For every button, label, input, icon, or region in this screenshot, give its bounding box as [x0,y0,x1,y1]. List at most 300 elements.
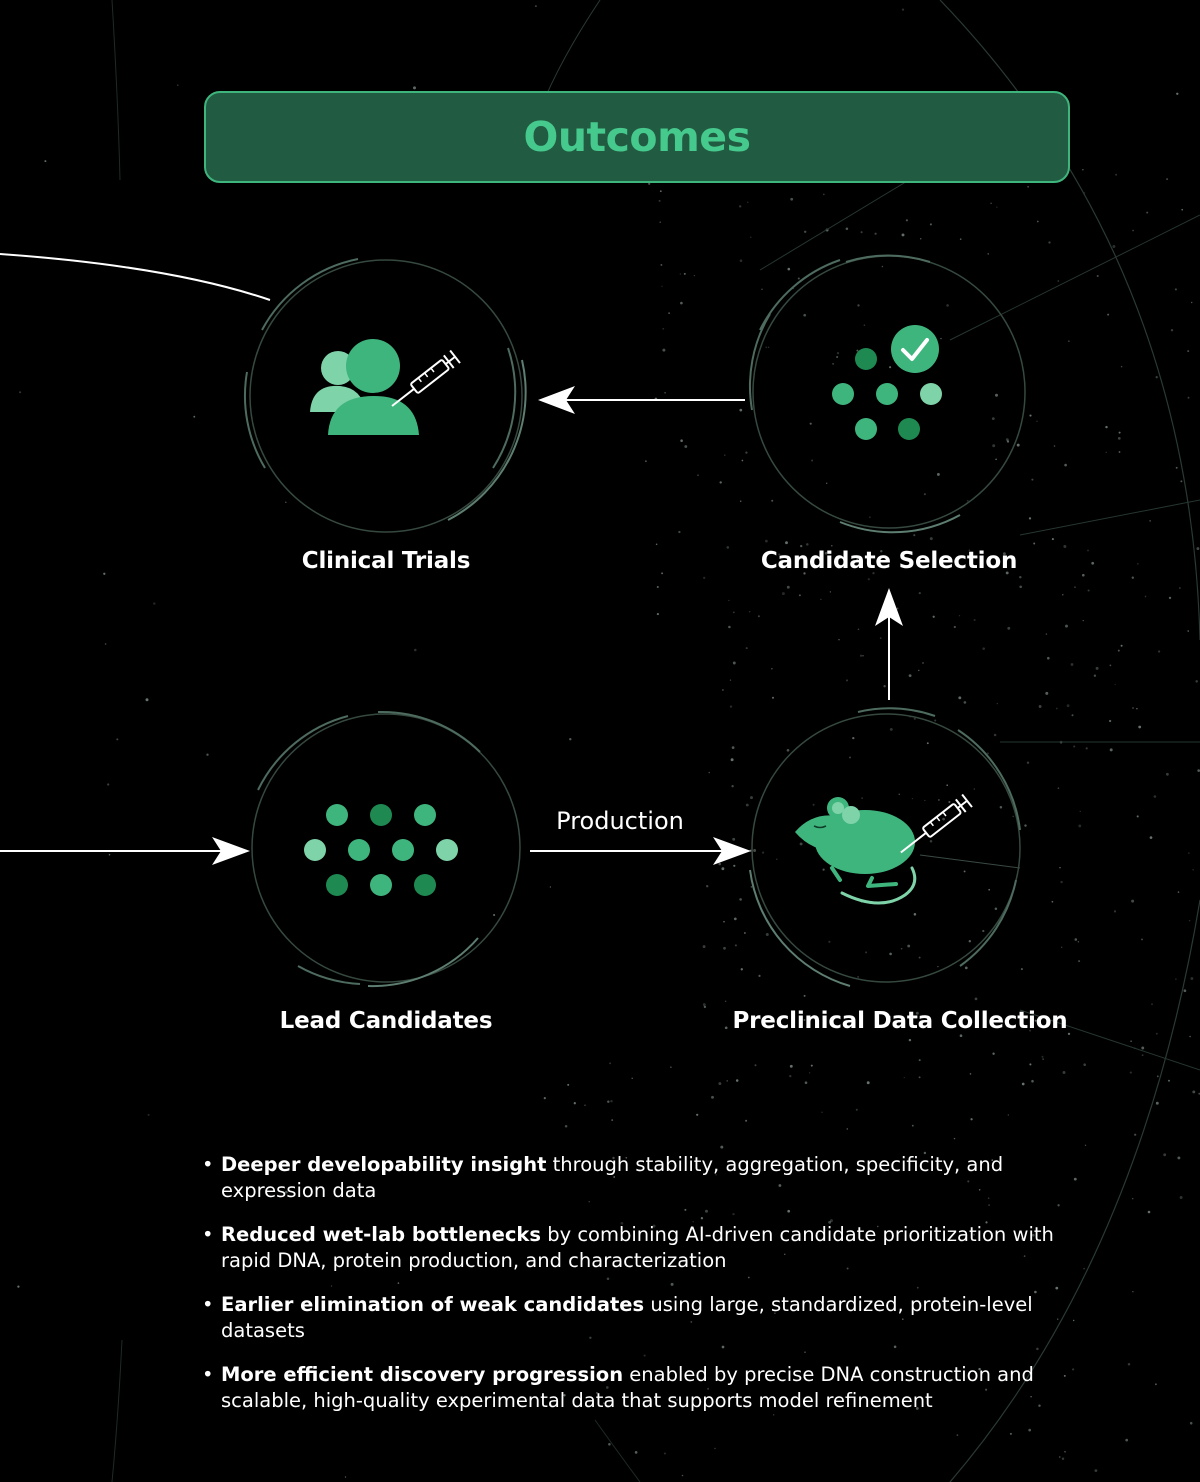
star-dot [856,1109,858,1111]
star-dot [584,1104,585,1105]
star-dot [982,930,984,932]
star-dot [987,253,988,254]
star-dot [1188,397,1190,399]
star-dot [924,800,925,801]
star-dot [607,1100,609,1102]
star-dot [703,1003,706,1006]
star-dot [1062,1457,1064,1459]
star-dot [996,206,997,207]
star-dot [965,967,968,970]
star-dot [750,796,753,799]
star-dot [930,223,932,225]
star-dot [1058,787,1060,789]
star-dot [1137,563,1138,564]
star-dot [1063,1071,1066,1074]
star-dot [967,500,969,502]
star-dot [809,1072,810,1073]
background-arc [112,0,120,180]
star-dot [830,591,831,592]
star-dot [995,394,998,397]
star-dot [934,719,936,721]
star-dot [727,546,730,549]
star-dot [724,454,725,455]
star-dot [846,227,849,230]
star-dot [995,908,998,911]
star-dot [930,537,933,540]
star-dot [909,674,912,677]
outcome-text: using large, standardized, protein-level datasets [221,1293,1033,1342]
arrow-candidate-to-clinical [538,386,745,414]
star-dot [954,1138,955,1139]
star-dot [813,804,815,806]
star-dot [1177,1156,1180,1159]
star-dot [670,1066,672,1068]
star-dot [1112,245,1115,248]
star-dot [725,1001,727,1003]
star-dot [718,863,721,866]
star-dot [785,541,788,544]
star-dot [832,363,834,365]
star-dot [1180,1196,1183,1199]
star-dot [766,933,769,936]
star-dot [1064,1451,1066,1453]
incoming-connector [0,254,270,300]
lead-candidates-ring [252,712,520,986]
star-dot [1007,627,1010,630]
star-dot [912,1125,914,1127]
star-dot [1151,1003,1153,1005]
star-dot [19,391,21,393]
star-dot [105,643,107,645]
star-dot [567,1084,569,1086]
outcome-heading: Deeper developability insight [221,1153,547,1176]
star-dot [1168,1080,1170,1082]
star-dot [1192,869,1193,870]
star-dot [1059,867,1060,868]
star-dot [1022,1083,1025,1086]
star-dot [1071,663,1074,666]
star-dot [1021,968,1023,970]
star-dot [1176,93,1178,95]
star-dot [804,231,806,233]
star-dot [680,273,681,274]
star-dot [660,264,662,266]
star-dot [1149,520,1150,521]
star-dot [662,328,664,330]
star-dot [725,1026,728,1029]
star-dot [1039,705,1042,708]
star-dot [696,1114,698,1116]
star-dot [1078,941,1080,943]
star-dot [914,913,917,916]
star-dot [285,501,287,503]
clinical-trials-ring [245,259,526,532]
star-dot [959,615,960,616]
star-dot [758,975,760,977]
star-dot [1086,747,1088,749]
star-dot [153,602,155,604]
star-dot [974,619,976,621]
outcome-heading: More efficient discovery progression [221,1363,624,1386]
star-dot [937,473,940,476]
star-dot [731,785,733,787]
star-dot [898,793,900,795]
star-dot [820,599,821,600]
list-item [202,1292,1102,1344]
mouse-syringe-icon [795,794,972,903]
outcomes-list [202,1152,1102,1432]
star-dot [946,304,949,307]
star-dot [803,314,806,317]
star-dot [940,338,941,339]
star-dot [852,737,854,739]
star-dot [927,742,929,744]
star-dot [1146,212,1148,214]
star-dot [728,600,729,601]
star-dot [1136,708,1137,709]
star-dot [787,749,790,752]
star-dot [1083,1063,1086,1066]
star-dot [919,957,921,959]
star-dot [103,573,105,575]
star-dot [768,347,769,348]
star-dot [1062,594,1063,595]
outcome-text: through stability, aggregation, specificity, and expression data [221,1153,1004,1202]
star-dot [1072,714,1074,716]
star-dot [680,439,683,442]
star-dot [645,460,647,462]
star-dot [867,1081,870,1084]
star-dot [609,1062,611,1064]
star-dot [1033,543,1035,545]
star-dot [1083,620,1084,621]
star-dot [1156,1033,1158,1035]
star-dot [718,1082,721,1085]
star-dot [1008,1114,1009,1115]
star-dot [1155,1383,1157,1385]
star-dot [703,577,705,579]
star-dot [1134,1134,1136,1136]
star-dot [709,772,710,773]
star-dot [1190,977,1193,980]
star-dot [982,647,985,650]
star-dot [734,918,737,921]
star-dot [193,416,195,418]
star-dot [948,801,950,803]
star-dot [988,889,990,891]
star-dot [1171,329,1173,331]
star-dot [902,8,904,10]
star-dot [762,851,764,853]
star-dot [771,500,773,502]
star-dot [662,349,665,352]
star-dot [631,1078,632,1079]
star-dot [146,698,149,701]
star-dot [918,670,919,671]
star-dot [1114,684,1115,685]
star-dot [954,626,956,628]
star-dot [1189,920,1191,922]
star-dot [635,1451,638,1454]
star-dot [1042,1056,1044,1058]
star-dot [1064,464,1067,467]
star-dot [1179,587,1181,589]
star-dot [1037,221,1039,223]
star-dot [1148,1211,1151,1214]
star-dot [1017,444,1020,447]
star-dot [1132,1291,1133,1292]
star-dot [746,804,749,807]
star-dot [535,5,537,7]
star-dot [740,500,741,501]
star-dot [994,734,997,737]
star-dot [731,758,734,761]
star-dot [1059,1456,1061,1458]
star-dot [919,592,921,594]
star-dot [765,540,768,543]
clinical-trials-label: Clinical Trials [301,548,471,574]
star-dot [922,662,923,663]
star-dot [657,613,659,615]
star-dot [1163,1153,1166,1156]
star-dot [1175,288,1177,290]
star-dot [937,966,938,967]
star-dot [974,788,975,789]
star-dot [1082,169,1083,170]
star-dot [1157,1075,1159,1077]
star-dot [849,757,851,759]
star-dot [811,1065,813,1067]
outcome-text: by combining AI-driven candidate prioritization with rapid DNA, protein production, and characterization [221,1223,1054,1272]
star-dot [992,444,995,447]
star-dot [960,238,962,240]
star-dot [800,545,802,547]
star-dot [1052,901,1054,903]
star-dot [919,1076,921,1078]
star-dot [569,738,571,740]
star-dot [883,685,885,687]
star-dot [732,746,735,749]
star-dot [880,637,882,639]
people-syringe-icon [310,339,460,435]
star-dot [659,200,661,202]
star-dot [787,586,790,589]
star-dot [1094,675,1096,677]
star-dot [924,493,926,495]
star-dot [1119,432,1121,434]
star-dot [1000,806,1003,809]
star-dot [992,1053,994,1055]
star-dot [1029,517,1031,519]
star-dot [1036,421,1037,422]
star-dot [1166,773,1169,776]
star-dot [745,451,747,453]
star-dot [1065,625,1068,628]
star-dot [1012,816,1014,818]
star-dot [856,350,858,352]
star-dot [831,545,832,546]
star-dot [1188,852,1189,853]
star-dot [656,544,658,546]
star-dot [1181,209,1183,211]
star-dot [970,1118,972,1120]
star-dot [697,474,699,476]
star-dot [1169,597,1171,599]
star-dot [733,611,735,613]
star-dot [1187,350,1189,352]
star-dot [957,1434,959,1436]
star-dot [740,259,743,262]
star-dot [1080,811,1081,812]
star-dot [837,352,839,354]
star-dot [1107,314,1109,316]
star-dot [1121,366,1123,368]
star-dot [730,679,731,680]
star-dot [964,870,966,872]
star-dot [574,1102,576,1104]
star-dot [860,655,862,657]
star-dot [739,409,742,412]
star-dot [806,543,809,546]
outcome-heading: Reduced wet-lab bottlenecks [221,1223,542,1246]
star-dot [1110,665,1112,667]
star-dot [735,944,737,946]
star-dot [907,945,910,948]
star-dot [661,286,662,287]
star-dot [865,951,867,953]
list-item [202,1152,1102,1204]
star-dot [1191,302,1192,303]
arrow-into-lead [0,837,250,865]
star-dot [1128,1363,1131,1366]
star-dot [864,324,866,326]
star-dot [1042,1058,1043,1059]
star-dot [1156,376,1158,378]
star-dot [828,941,830,943]
star-dot [1075,938,1078,941]
star-dot [823,194,825,196]
star-dot [823,869,825,871]
star-dot [1110,748,1113,751]
star-dot [664,392,666,394]
lead-candidates-label: Lead Candidates [279,1008,493,1034]
star-dot [1121,645,1123,647]
star-dot [682,1475,684,1477]
star-dot [789,1075,791,1077]
star-dot [846,679,848,681]
star-dot [862,655,864,657]
star-dot [805,1081,808,1084]
star-dot [414,649,417,652]
star-dot [1118,650,1120,652]
star-dot [148,1114,150,1116]
star-dot [1006,438,1009,441]
star-dot [739,898,742,901]
star-dot [714,1448,715,1449]
star-dot [902,233,905,236]
star-dot [799,594,801,596]
star-dot [544,1097,546,1099]
star-dot [755,1064,757,1066]
star-dot [747,202,748,203]
star-dot [1156,1102,1159,1105]
star-dot [664,1452,666,1454]
star-dot [919,1059,921,1061]
star-dot [750,237,751,238]
star-dot [678,531,680,533]
star-dot [1178,891,1180,893]
star-dot [861,231,863,233]
star-dot [565,1125,568,1128]
star-dot [1024,824,1026,826]
star-dot [1027,761,1029,763]
star-dot [1184,989,1187,992]
star-dot [1061,947,1062,948]
star-dot [933,616,935,618]
star-dot [857,976,859,978]
star-dot [1088,589,1090,591]
star-dot [1132,707,1134,709]
star-dot [1031,479,1033,481]
page-title: Outcomes [523,113,751,161]
star-dot [741,968,743,970]
star-dot [1106,452,1107,453]
star-dot [1073,745,1075,747]
star-dot [721,867,724,870]
star-dot [660,222,661,223]
star-dot [1138,726,1141,729]
star-dot [1095,1469,1098,1472]
candidate-selection-label: Candidate Selection [760,548,1018,574]
outcomes-banner [204,91,1070,183]
star-dot [1109,720,1111,722]
star-dot [1154,795,1157,798]
star-dot [745,1120,747,1122]
star-dot [1029,1063,1031,1065]
star-dot [970,1073,972,1075]
star-dot [1063,545,1066,548]
star-dot [1082,574,1085,577]
star-dot [736,1079,739,1082]
star-dot [869,516,870,517]
star-dot [1056,708,1058,710]
star-dot [942,818,945,821]
background-line [950,215,1200,340]
star-dot [761,289,762,290]
star-dot [610,1100,612,1102]
star-dot [836,356,838,358]
arrow-preclinical-to-candidate [875,588,903,700]
star-dot [753,849,756,852]
star-dot [728,626,731,629]
dots-checkmark-icon [832,325,942,440]
star-dot [890,728,893,731]
star-dot [975,998,978,1001]
star-dot [657,586,659,588]
star-dot [1118,437,1121,440]
star-dot [726,1080,727,1081]
star-dot [782,592,785,595]
star-dot [838,639,839,640]
star-dot [1137,815,1139,817]
list-item [202,1222,1102,1274]
star-dot [798,277,800,279]
star-dot [826,483,827,484]
star-dot [810,423,812,425]
star-dot [1145,596,1147,598]
star-dot [694,275,695,276]
star-dot [1031,1080,1034,1083]
